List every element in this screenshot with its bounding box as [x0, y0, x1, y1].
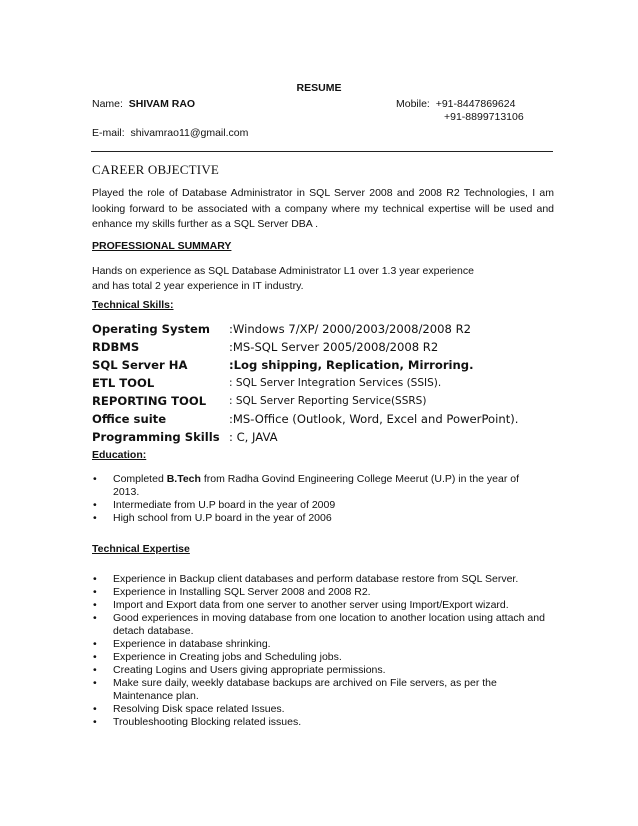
education-text: Intermediate from U.P board in the year of 2009	[113, 499, 336, 511]
education-degree: B.Tech	[166, 473, 201, 485]
expertise-item	[92, 612, 547, 638]
bullet-icon: •	[93, 651, 97, 663]
bullet-icon: •	[93, 638, 97, 650]
expertise-text: Good experiences in moving database from one location to another location using attach and detach database.	[113, 612, 545, 637]
expertise-item	[92, 651, 547, 664]
technical-expertise-list	[92, 573, 547, 729]
skill-value-reporting-tool: : SQL Server Reporting Service(SSRS)	[229, 395, 427, 407]
expertise-text: Experience in Creating jobs and Scheduling jobs.	[113, 651, 342, 663]
expertise-text: Import and Export data from one server to another server using Import/Export wizard.	[113, 599, 509, 611]
bullet-icon: •	[93, 586, 97, 598]
education-item	[92, 512, 547, 525]
education-item	[92, 499, 547, 512]
mobile-number-1: +91-8447869624	[435, 98, 516, 110]
mobile-line	[396, 98, 515, 110]
skill-label-rdbms: RDBMS	[92, 340, 140, 354]
skill-value-rdbms: :MS-SQL Server 2005/2008/2008 R2	[229, 340, 439, 354]
skill-value-office-suite: :MS-Office (Outlook, Word, Excel and PowerPoint).	[229, 412, 519, 426]
skill-label-reporting-tool: REPORTING TOOL	[92, 394, 207, 408]
education-heading: Education:	[92, 449, 147, 461]
education-item	[92, 473, 547, 499]
expertise-text: Resolving Disk space related Issues.	[113, 703, 285, 715]
bullet-icon: •	[93, 703, 97, 715]
skill-label-operating-system: Operating System	[92, 322, 210, 336]
expertise-text: Experience in Backup client databases and perform database restore from SQL Server.	[113, 573, 519, 585]
expertise-text: Creating Logins and Users giving appropriate permissions.	[113, 664, 386, 676]
education-text: from Radha Govind Engineering College Meerut (U.P) in the year of 2013.	[113, 473, 520, 498]
expertise-text: Troubleshooting Blocking related issues.	[113, 716, 302, 728]
bullet-icon: •	[93, 499, 97, 511]
professional-summary-line-2: and has total 2 year experience in IT industry.	[92, 280, 304, 292]
mobile-number-2: +91-8899713106	[444, 111, 524, 123]
candidate-name: SHIVAM RAO	[128, 98, 196, 110]
expertise-item	[92, 638, 547, 651]
bullet-icon: •	[93, 716, 97, 728]
email-label: E-mail:	[92, 127, 125, 139]
expertise-item	[92, 703, 547, 716]
technical-skills-heading: Technical Skills:	[92, 299, 174, 311]
mobile-label: Mobile:	[396, 98, 430, 110]
bullet-icon: •	[93, 599, 97, 611]
skill-label-sql-server-ha: SQL Server HA	[92, 358, 188, 372]
professional-summary-heading: PROFESSIONAL SUMMARY	[92, 240, 232, 252]
skill-value-operating-system: :Windows 7/XP/ 2000/2003/2008/2008 R2	[229, 322, 472, 336]
name-label: Name:	[92, 98, 123, 110]
skill-label-office-suite: Office suite	[92, 412, 167, 426]
skill-label-etl-tool: ETL TOOL	[92, 376, 155, 390]
expertise-item	[92, 716, 547, 729]
education-text: High school from U.P board in the year of 2006	[113, 512, 332, 524]
skill-value-sql-server-ha: :Log shipping, Replication, Mirroring.	[229, 358, 474, 372]
bullet-icon: •	[93, 512, 97, 524]
expertise-item	[92, 573, 547, 586]
professional-summary-line-1: Hands on experience as SQL Database Administrator L1 over 1.3 year experience	[92, 265, 474, 277]
email-line	[92, 127, 248, 139]
expertise-item	[92, 599, 547, 612]
skill-label-programming-skills: Programming Skills	[92, 430, 220, 444]
header-divider	[91, 151, 553, 152]
bullet-icon: •	[93, 677, 97, 689]
technical-expertise-heading: Technical Expertise	[92, 543, 190, 555]
bullet-icon: •	[93, 573, 97, 585]
bullet-icon: •	[93, 664, 97, 676]
name-line	[92, 98, 195, 110]
resume-title: RESUME	[296, 82, 342, 94]
education-list	[92, 473, 547, 525]
expertise-item	[92, 586, 547, 599]
skill-value-etl-tool: : SQL Server Integration Services (SSIS).	[229, 377, 442, 389]
expertise-item	[92, 677, 547, 703]
bullet-icon: •	[93, 473, 97, 485]
skill-value-programming-skills: : C, JAVA	[229, 430, 278, 444]
expertise-text: Make sure daily, weekly database backups are archived on File servers, as per the Maintenance plan.	[113, 677, 497, 702]
email-value: shivamrao11@gmail.com	[130, 127, 249, 139]
expertise-item	[92, 664, 547, 677]
expertise-text: Experience in database shrinking.	[113, 638, 271, 650]
bullet-icon: •	[93, 612, 97, 624]
career-objective-heading: CAREER OBJECTIVE	[92, 162, 220, 177]
career-objective-text: Played the role of Database Administrator in SQL Server 2008 and 2008 R2 Technologies, I am looking forward to be associated with a company where my technical expertise will be used and enhance my skills further as a SQL Server DBA .	[92, 187, 554, 230]
education-text: Completed	[113, 473, 167, 485]
expertise-text: Experience in Installing SQL Server 2008 and 2008 R2.	[113, 586, 371, 598]
